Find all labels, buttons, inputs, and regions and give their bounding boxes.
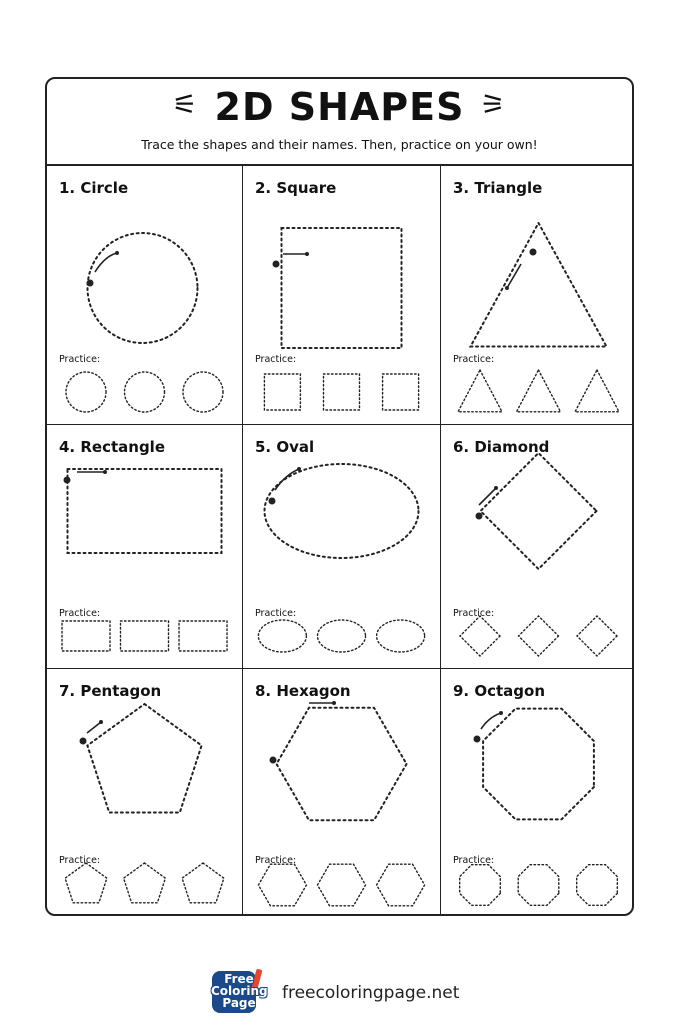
triangle-practice-shape <box>458 370 502 412</box>
square-practice-shape <box>383 374 419 410</box>
rectangle-practice-shape <box>62 621 110 651</box>
start-dot-icon <box>87 280 94 287</box>
oval-trace-shape <box>265 464 419 558</box>
spark-left-icon: ⚟ <box>172 88 199 121</box>
practice-label: Practice: <box>255 608 297 619</box>
start-dot-icon <box>474 736 481 743</box>
shape-label: 1. Circle <box>59 179 129 197</box>
page-title <box>47 85 632 129</box>
logo-line: Coloring <box>211 984 268 998</box>
oval-practice-shape <box>318 620 366 652</box>
triangle-tracing-area <box>441 166 634 424</box>
shape-label: 4. Rectangle <box>59 438 165 456</box>
circle-trace-shape <box>88 233 198 343</box>
shape-label: 3. Triangle <box>453 179 543 197</box>
octagon-practice-shape <box>518 865 559 906</box>
hexagon-trace-shape <box>277 708 407 821</box>
site-url: freecoloringpage.net <box>282 983 460 1003</box>
title-text: 2D SHAPES <box>214 85 465 129</box>
start-dot-icon <box>64 477 71 484</box>
start-dot-icon <box>476 513 483 520</box>
square-trace-shape <box>282 228 402 348</box>
pentagon-trace-shape <box>87 704 201 813</box>
triangle-practice-shape <box>575 370 619 412</box>
shape-label: 8. Hexagon <box>255 682 351 700</box>
arrowhead-icon <box>99 720 103 724</box>
octagon-tracing-area <box>441 669 634 916</box>
arrowhead-icon <box>332 701 336 705</box>
circle-practice-shape <box>183 372 223 412</box>
arrowhead-icon <box>499 711 503 715</box>
circle-practice-shape <box>66 372 106 412</box>
octagon-practice-shape <box>460 865 501 906</box>
hexagon-practice-shape <box>318 864 366 906</box>
circle-practice-shape <box>125 372 165 412</box>
start-dot-icon <box>269 498 276 505</box>
oval-practice-shape <box>377 620 425 652</box>
hexagon-tracing-area <box>243 669 440 916</box>
rectangle-practice-shape <box>121 621 169 651</box>
start-dot-icon <box>270 757 277 764</box>
logo-text <box>211 973 267 1009</box>
practice-label: Practice: <box>255 855 297 866</box>
shape-card-pentagon <box>47 669 242 916</box>
arrowhead-icon <box>297 467 301 471</box>
triangle-practice-shape <box>517 370 561 412</box>
shape-card-octagon <box>441 669 634 916</box>
practice-label: Practice: <box>453 354 495 365</box>
square-tracing-area <box>243 166 440 424</box>
rectangle-trace-shape <box>68 469 222 553</box>
shape-card-hexagon <box>243 669 440 916</box>
arrowhead-icon <box>103 470 107 474</box>
shape-label: 5. Oval <box>255 438 315 456</box>
diamond-practice-shape <box>519 616 559 656</box>
logo-line: Page <box>222 996 256 1010</box>
circle-tracing-area <box>47 166 242 424</box>
rectangle-practice-shape <box>179 621 227 651</box>
start-dot-icon <box>530 249 537 256</box>
instructions: Trace the shapes and their names. Then, practice on your own! <box>141 137 538 152</box>
shape-card-triangle <box>441 166 634 424</box>
footer <box>0 965 683 1025</box>
logo-line: Free <box>224 972 254 986</box>
direction-arrow-icon <box>275 469 299 490</box>
triangle-trace-shape <box>471 223 607 347</box>
rectangle-tracing-area <box>47 425 242 668</box>
practice-label: Practice: <box>453 608 495 619</box>
arrowhead-icon <box>505 286 509 290</box>
worksheet-header <box>47 79 632 166</box>
oval-tracing-area <box>243 425 440 668</box>
diamond-practice-shape <box>577 616 617 656</box>
diamond-tracing-area <box>441 425 634 668</box>
shape-label: 7. Pentagon <box>59 682 162 700</box>
shape-label: 9. Octagon <box>453 682 546 700</box>
square-practice-shape <box>324 374 360 410</box>
diamond-trace-shape <box>481 453 597 569</box>
octagon-practice-shape <box>577 865 618 906</box>
square-practice-shape <box>264 374 300 410</box>
spark-right-icon: ⚞ <box>480 88 507 121</box>
diamond-practice-shape <box>460 616 500 656</box>
shape-card-circle <box>47 166 242 424</box>
shape-label: 6. Diamond <box>453 438 550 456</box>
shape-label: 2. Square <box>255 179 337 197</box>
oval-practice-shape <box>258 620 306 652</box>
start-dot-icon <box>273 261 280 268</box>
direction-arrow-icon <box>95 253 117 272</box>
direction-arrow-icon <box>87 722 101 733</box>
practice-label: Practice: <box>59 354 101 365</box>
practice-label: Practice: <box>59 608 101 619</box>
shape-card-diamond <box>441 425 634 668</box>
pentagon-tracing-area <box>47 669 242 916</box>
pentagon-practice-shape <box>65 863 107 903</box>
practice-label: Practice: <box>59 855 101 866</box>
arrowhead-icon <box>494 486 498 490</box>
shape-card-rectangle <box>47 425 242 668</box>
arrowhead-icon <box>305 252 309 256</box>
arrowhead-icon <box>115 251 119 255</box>
start-dot-icon <box>80 738 87 745</box>
direction-arrow-icon <box>479 488 496 505</box>
shape-card-square <box>243 166 440 424</box>
hexagon-practice-shape <box>377 864 425 906</box>
hexagon-practice-shape <box>258 864 306 906</box>
practice-label: Practice: <box>453 855 495 866</box>
pentagon-practice-shape <box>124 863 166 903</box>
practice-label: Practice: <box>255 354 297 365</box>
octagon-trace-shape <box>483 709 594 820</box>
worksheet <box>45 77 634 916</box>
pentagon-practice-shape <box>182 863 224 903</box>
shape-card-oval <box>243 425 440 668</box>
